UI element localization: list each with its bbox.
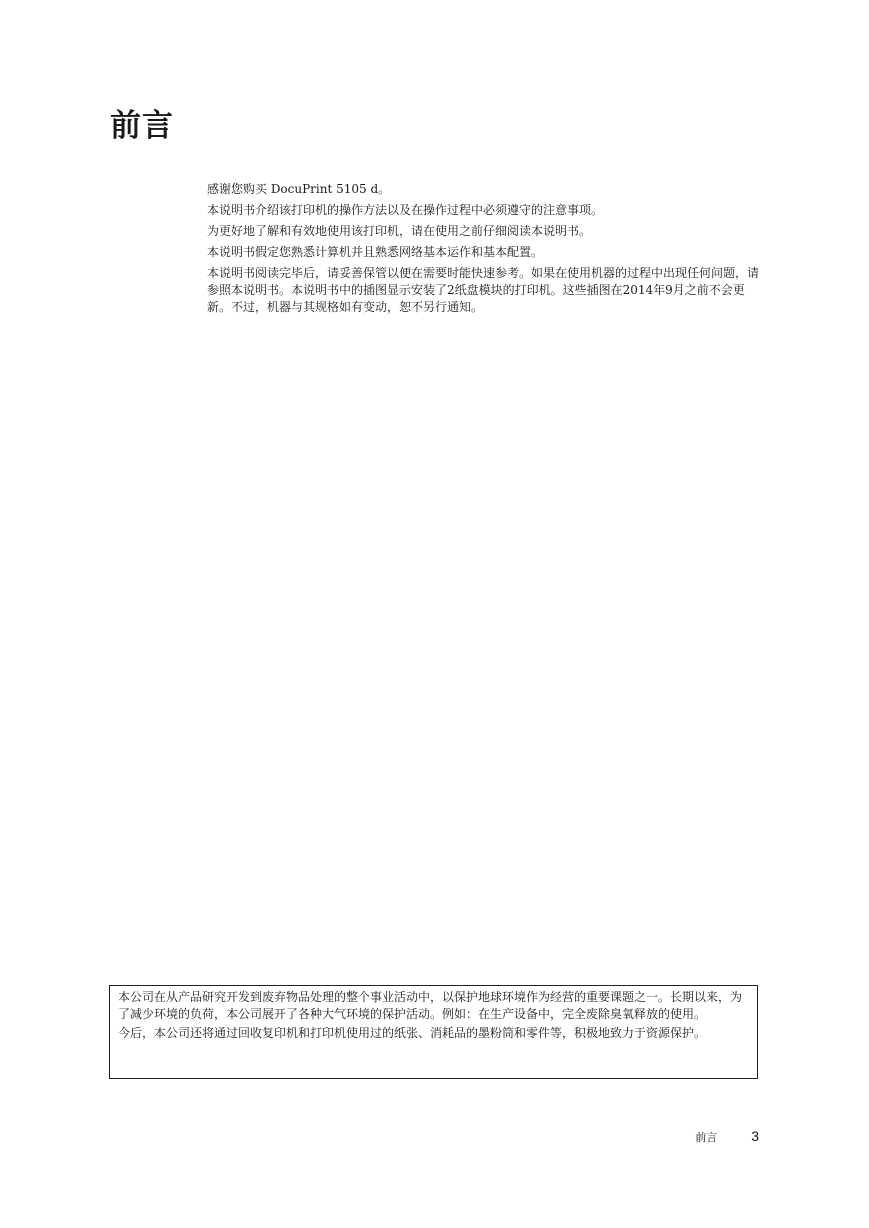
page-footer [695,1128,759,1145]
recycling-notice-paragraph: 今后，本公司还将通过回收复印机和打印机使用过的纸张、消耗品的墨粉筒和零件等，积极地致力于资源保护。 [118,1026,707,1040]
environment-notice-paragraph: 本公司在从产品研究开发到废弃物品处理的整个事业活动中，以保护地球环境作为经营的重要课题之一。长期以来，为了减少环境的负荷，本公司展开了各种大气环境的保护活动。例如：在生产设备中，完全废除臭氧释放的使用。 [118,990,743,1021]
page-title: 前言 [110,108,174,144]
environment-notice-box [109,985,758,1079]
intro-paragraph-assumptions: 本说明书假定您熟悉计算机并且熟悉网络基本运作和基本配置。 [207,245,544,259]
intro-paragraph-keep-for-reference: 本说明书阅读完毕后，请妥善保管以便在需要时能快速参考。如果在使用机器的过程中出现任何问题，请参照本说明书。本说明书中的插图显示安装了2纸盘模块的打印机。这些插图在2014年9月之前不会更新。不过，机器与其规格如有变动，恕不另行通知。 [207,266,760,314]
intro-paragraph-thanks: 感谢您购买 DocuPrint 5105 d。 [207,182,391,196]
intro-paragraph-scope: 本说明书介绍该打印机的操作方法以及在操作过程中必须遵守的注意事项。 [207,203,604,217]
intro-section [207,181,760,320]
intro-paragraph-read-first: 为更好地了解和有效地使用该打印机，请在使用之前仔细阅读本说明书。 [207,224,592,238]
page-number: 3 [751,1128,759,1144]
footer-section-label: 前言 [695,1131,718,1144]
